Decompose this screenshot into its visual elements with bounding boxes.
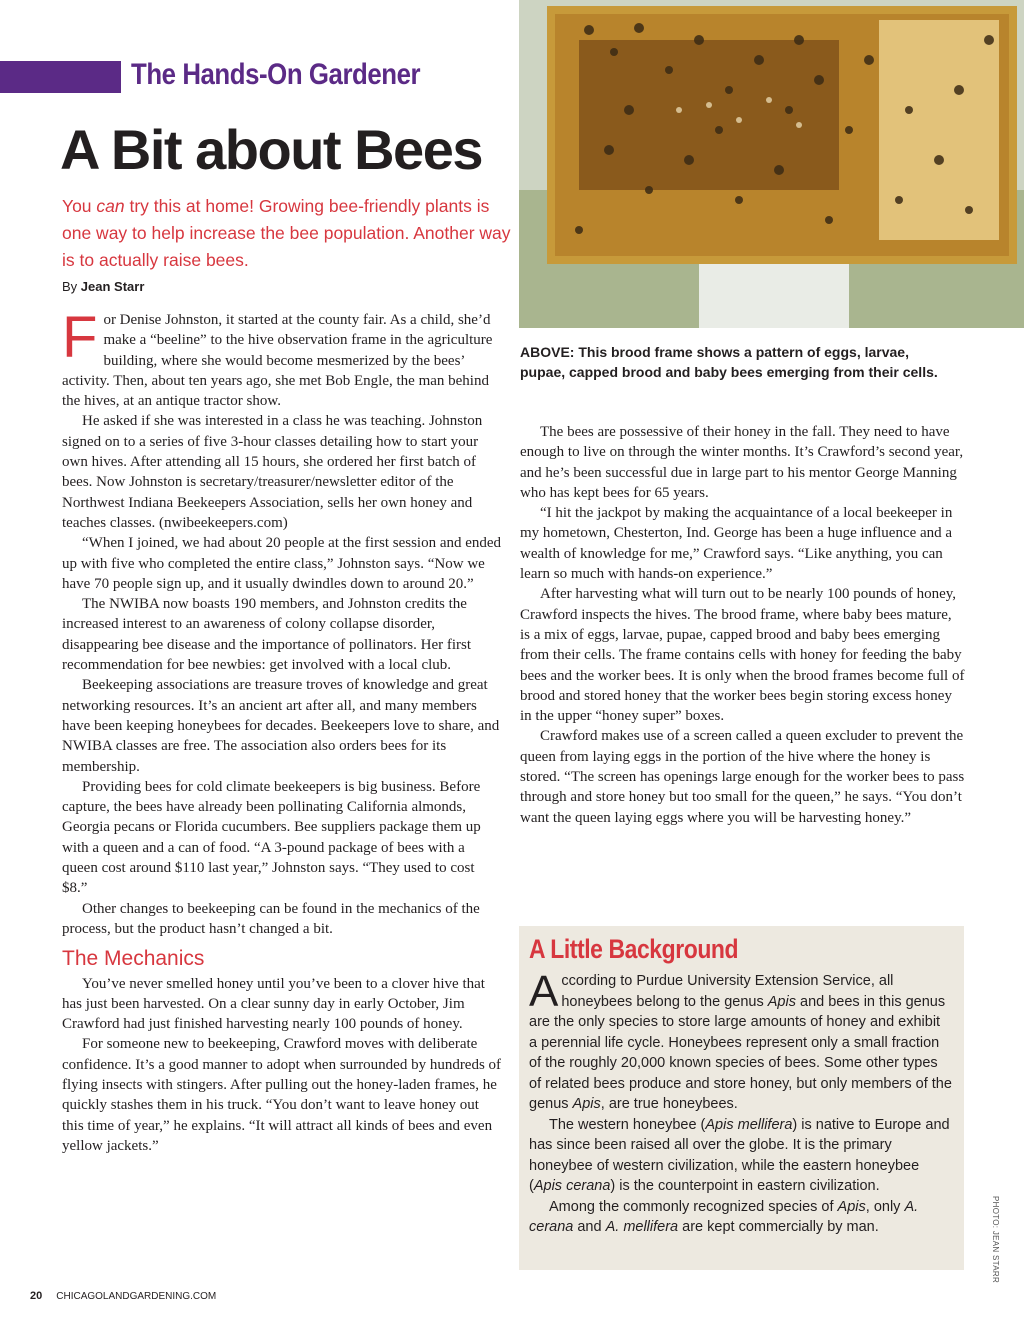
article-paragraph: For Denise Johnston, it started at the county fair. As a child, she’d make a “beeline” to the hive observation frame in the agriculture building, where she would become mesmerized by the bees’ activity. Then, about ten years ago, she met Bob Engle, the man behind the hives, at an antique tractor show.	[62, 305, 493, 410]
brood-frame-photo	[519, 0, 1024, 328]
section-color-bar	[0, 61, 121, 93]
article-paragraph: The NWIBA now boasts 190 members, and Johnston credits the increased interest to an awareness of colony collapse disorder, disappearing bee disease and the importance of pollinators. Her first recommendation for bee newbies: get involved with a local club.	[62, 596, 472, 674]
article-right-column	[520, 422, 965, 828]
article-paragraph: Beekeeping associations are treasure troves of knowledge and great networking resources. It’s an ancient art after all, and many members have been keeping honeybees for decades. Beekeepers love to share, and NWIBA classes are free. The association also orders bees for its membership.	[62, 677, 500, 775]
byline-prefix: By	[62, 279, 78, 294]
photo-credit: PHOTO: JEAN STARR	[991, 1196, 1000, 1284]
background-sidebar	[519, 926, 964, 1270]
sidebar-title: A Little Background	[529, 934, 739, 964]
article-paragraph: Crawford makes use of a screen called a queen excluder to prevent the queen from laying eggs in the portion of the hive where the honey is stored. “The screen has openings large enough for the worker bees to pass through and store honey but too small for the queen,” he says. “You don’t want the queen laying eggs where you will be harvesting honey.”	[520, 728, 965, 826]
subhead-mechanics: The Mechanics	[62, 947, 205, 971]
page-number: 20	[30, 1290, 43, 1302]
footer-site-link[interactable]: CHICAGOLANDGARDENING.COM	[56, 1291, 217, 1302]
article-paragraph: Other changes to beekeeping can be found in the mechanics of the process, but the product hasn’t changed a bit.	[62, 900, 480, 937]
article-paragraph: Providing bees for cold climate beekeepers is big business. Before capture, the bees have already been pollinating California almonds, Georgia pecans or Florida cucumbers. Bee suppliers package them up with a queen and a can of food. “A 3-pound package of bees with a queen cost around $110 last year,” Johnston says. “They used to cost $8.”	[62, 778, 481, 897]
article-paragraph: “When I joined, we had about 20 people at the first session and ended up with five who completed the entire class,” Johnston says. “Now we have 70 people sign up, and it usually dwindles down to around 20.”	[62, 535, 502, 592]
byline-author: Jean Starr	[80, 279, 145, 294]
article-paragraph: You’ve never smelled honey until you’ve been to a clover hive that has just been harvested. On a clear sunny day in early October, Jim Crawford had just finished harvesting nearly 100 pounds of honey.	[62, 975, 485, 1033]
brood-frame-illustration	[519, 0, 1024, 328]
section-kicker: The Hands-On Gardener	[131, 58, 421, 91]
sidebar-drop-cap: A	[529, 967, 559, 1016]
sidebar-body	[529, 967, 952, 1238]
article-headline: A Bit about Bees	[60, 118, 482, 181]
page-footer	[30, 1290, 216, 1302]
sidebar-paragraph: According to Purdue University Extension Service, all honeybees belong to the genus Apis and bees in this genus are the only species to store large amounts of honey and exhibit a perennial life cycle. Honeybees represent only a small fraction of the roughly 20,000 known species of bees. Some other types of related bees produce and store honey, but only members of the genus Apis, are true honeybees.	[529, 967, 952, 1112]
article-left-column	[62, 305, 502, 1156]
article-paragraph: The bees are possessive of their honey in the fall. They need to have enough to live on through the winter months. It’s Crawford’s second year, and he’s been successful due in large part to his mentor George Manning who has kept bees for 65 years.	[520, 424, 964, 501]
article-paragraph: He asked if she was interested in a class he was teaching. Johnston signed on to a series of five 3-hour classes detailing how to start your own hives. After attending all 15 hours, she ordered her first batch of bees. Now Johnston is secretary/treasurer/newsletter editor of the Northwest Indiana Beekeepers Association, sells her own honey and teaches classes. (nwibeekeepers.com)	[62, 413, 483, 531]
article-paragraph: For someone new to beekeeping, Crawford moves with deliberate confidence. It’s a good manner to adopt when surrounded by hundreds of flying insects with stingers. After pulling out the honey-laden frames, he quickly stashes them in his truck. “You don’t want to leave honey out this time of year,” he explains. “It will attract all kinds of bees and even yellow jackets.”	[62, 1036, 502, 1154]
byline	[62, 279, 144, 294]
drop-cap: F	[62, 305, 98, 370]
photo-caption: ABOVE: This brood frame shows a pattern of eggs, larvae, pupae, capped brood and baby bees emerging from their cells.	[520, 344, 938, 380]
article-paragraph: “I hit the jackpot by making the acquaintance of a local beekeeper in my hometown, Chesterton, Ind. George has been a huge influence and a wealth of knowledge for me,” Crawford says. “Like anything, you can learn so much with hands-on experience.”	[520, 505, 953, 583]
article-dek: You can try this at home! Growing bee-friendly plants is one way to help increase the bee population. Another way is to actually raise bees.	[62, 196, 511, 270]
sidebar-paragraph: Among the commonly recognized species of Apis, only A. cerana and A. mellifera are kept commercially by man.	[529, 1198, 919, 1235]
article-paragraph: After harvesting what will turn out to be nearly 100 pounds of honey, Crawford inspects the hives. The brood frame, where baby bees mature, is a mix of eggs, larvae, pupae, capped brood and baby bees emerging from their cells. The frame contains cells with honey for feeding the baby bees and the worker bees. It is only when the brood frames become full of brood and stored honey that the worker bees begin storing excess honey in the upper “honey super” boxes.	[520, 586, 965, 725]
sidebar-paragraph: The western honeybee (Apis mellifera) is native to Europe and has since been raised all over the globe. It is the primary honeybee of western civilization, while the eastern honeybee (Apis cerana) is the counterpoint in eastern civilization.	[529, 1116, 950, 1194]
